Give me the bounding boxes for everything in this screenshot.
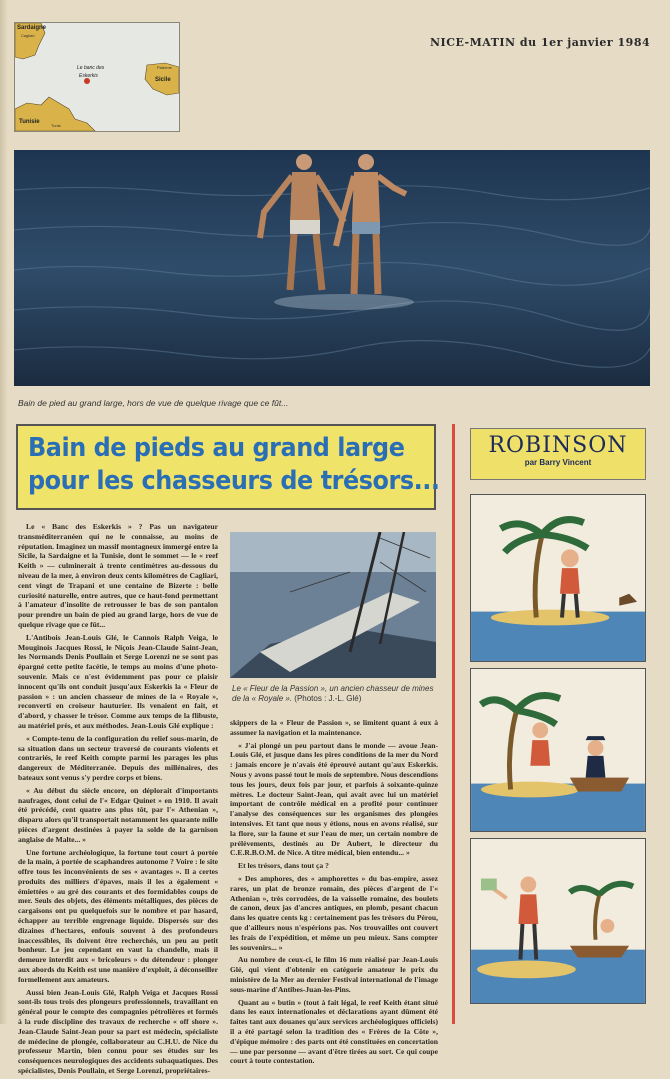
article-paragraph: Aussi bien Jean-Louis Glé, Ralph Veiga et Jacques Rossi sont-ils tous trois des plongeurs professionnels, travaillant en général pour le compte des compagnies pétrolières et formés à la rude discipline des travaux de recherche « off shore ». Jean-Claude Saint-Jean pour sa part est médecin, spécialiste de médecine de plongée, collaborateur au C.H.U. de Nice du professeur Martin, bien connu pour ses études sur les conséquences neurologiques des accidents subaquatiques. Des spécialistes, Denis Poullain, et Serge Lorenzi, propriétaires- bbox=[18, 987, 218, 1076]
headline-box bbox=[16, 424, 440, 510]
photo-caption: Bain de pied au grand large, hors de vue de quelque rivage que ce fût... bbox=[18, 398, 289, 408]
comic-panel-1 bbox=[470, 494, 646, 662]
comic-panel-3 bbox=[470, 838, 646, 1004]
article-paragraph: Une fortune archéologique, la fortune tout court à portée de la main, à portée de scaphandres autonome ? Voire : le site offre tous les inconvénients de ses « avantages ». Il a certes produits des milliers d'épaves, mais il les a également « émiettées » au gré des courants et des formidables coups de mer. Seuls des objets, des éléments métalliques, des pièces de cargaisons ont pu quelquefois sur le nombre et par hasard, échapper au terrible engrenage liquide. Dispersés sur des dizaines d'hectares, enfouis souvent à des profondeurs inaccessibles, ils doivent être recherchés, un peu au petit bonheur. Le jeu cependant en vaut la chandelle, mais il demeure interdit aux « bricoleurs » du détendeur : plonger aux abords du Keith est une manière d'exploit, à déconseiller formellement aux amateurs. bbox=[18, 847, 218, 984]
article-paragraph: « Compte-tenu de la configuration du relief sous-marin, de sa situation dans un secteur traversé de courants violents et contrariés, le reef Keith compte parmi les parages les plus dangereux de Méditerranée. Depuis des millénaires, des bateaux sont venus s'y perdre corps et biens. bbox=[18, 733, 218, 782]
map-label-banc: Le banc des bbox=[77, 65, 105, 71]
comic-header bbox=[470, 428, 646, 480]
comic-panel-2-drawing bbox=[471, 669, 645, 831]
article-paragraph: Le « Banc des Eskerkis » ? Pas un navigateur transméditerranéen qui ne le connaisse, au moins de réputation. Imaginez un massif montagneux immergé entre la Sicile, la Sardaigne et la Tunisie, dont le sommet — le « reef Keith » — culminerait à trente centimètres au-dessous du niveau de la mer, à environ deux cents kilomètres de Cagliari, cent vingt de Trapani et une centaine de Bizerte : belle curiosité naturelle, entre autres, que ce haut-fond permettant à l'amateur d'insolite de retrousser le bas de son pantalon pour prendre un bain de pied au grand large, hors de vue de quelque rivage que ce fût... bbox=[18, 522, 218, 629]
main-photo bbox=[14, 150, 650, 386]
headline-line-2: pour les chasseurs de trésors... bbox=[28, 466, 440, 496]
comic-title: ROBINSON bbox=[488, 433, 628, 458]
map-graphic bbox=[15, 23, 179, 131]
article-paragraph: « Au début du siècle encore, on déplorait d'importants naufrages, dont celui de l'« Edgar Quinet » en 1910. Il avait été précédé, cent quatre ans plus tôt, par l'« Athenian », disparu alors qu'il transportait notamment les quarante mille pièces d'argent destinées à payer la solde de la garnison anglaise de Malte... » bbox=[18, 785, 218, 844]
comic-panel-3-drawing bbox=[471, 839, 645, 1003]
map-label-sardaigne: Sardaigne bbox=[17, 25, 47, 31]
map-label-palerme: Palerme bbox=[157, 65, 172, 70]
sea-photo-graphic bbox=[14, 150, 650, 386]
column-rule bbox=[452, 424, 455, 1024]
map-label-tunis: Tunis bbox=[51, 123, 61, 128]
map-label-cagliari: Cagliari bbox=[21, 33, 35, 38]
location-map bbox=[14, 22, 180, 132]
comic-panel-1-drawing bbox=[471, 495, 645, 661]
map-label-sicile: Sicile bbox=[155, 77, 171, 83]
article-column-1 bbox=[18, 522, 218, 1079]
comic-panel-2 bbox=[470, 668, 646, 832]
headline-line-1: Bain de pieds au grand large bbox=[28, 433, 405, 463]
boat-photo bbox=[230, 532, 436, 678]
boat-photo-graphic bbox=[230, 532, 436, 678]
article-paragraph: Au nombre de ceux-ci, le film 16 mm réalisé par Jean-Louis Glé, qui vient d'obtenir en catégorie amateur le prix du ministère de la Mer au dernier Festival international de l'image sous-marine d'Antibes-Juan-les-Pins. bbox=[230, 955, 438, 994]
article-paragraph: skippers de la « Fleur de Passion », se limitent quant à eux à assumer la navigation et la maintenance. bbox=[230, 718, 438, 737]
article-paragraph: « J'ai plongé un peu partout dans le monde — avoue Jean-Louis Glé, et jusque dans les pires conditions de la mer du Nord : jamais encore je n'avais été éprouvé autant qu'aux Eskerkis. Nous y avons passé tout le mois de septembre. Nous descendions tous les jours, deux fois par jour, et parfois à soixante-quinze mètres. Le docteur Saint-Jean, qui avait avec lui un matériel important de contrôle médical en a profité pour continuer l'analyse des conséquences sur les organismes des plongées intensives. Et tant que nous y étions, nous en avons réalisé, sur la flore, sur la faune et sur l'eau de mer, un certain nombre de prélèvements, destinés au Dr Aubert, le directeur du C.E.R.B.O.M. de Nice. A titre médical, bien entendu... » bbox=[230, 740, 438, 858]
article-paragraph: « Des amphores, des « amphorettes » du bas-empire, assez rares, un plat de bronze romain, des pièces d'argent de l'« Athenian », très corrodées, de la vaisselle romaine, des boulets de canon, deux jas d'ancres antiques, en plomb, pesant chacun dans les quatre cents kg : certainement pas les trésors du Pérou, que d'ailleurs nous n'espérions pas. Nos trouvailles ont couvert les frais de l'expédition, et même un peu mieux. Sans compter les souvenirs... » bbox=[230, 873, 438, 952]
scan-edge bbox=[0, 0, 8, 1024]
article-paragraph: Et les trésors, dans tout ça ? bbox=[238, 861, 329, 871]
boat-caption-text: Le « Fleur de la Passion », un ancien chasseur de mines de la « Royale ». bbox=[232, 684, 434, 703]
article-column-2 bbox=[230, 718, 438, 1069]
photo-credit: (Photos : J.-L. Glé) bbox=[294, 694, 362, 703]
article-paragraph: Quant au « butin » (tout à fait légal, le reef Keith étant situé dans les eaux internationales et déclarations ayant dûment été faites tant aux douanes qu'aux services archéologiques officiels) il a été partagé selon la tradition des « Frères de la Côte », d'épique mémoire : des parts ont été constituées en concertation — une par personne — avant d'être tirées au sort. Ce qui coupe court à toute contestation. bbox=[230, 997, 438, 1066]
boat-caption bbox=[232, 684, 438, 704]
article-paragraph: L'Antibois Jean-Louis Glé, le Cannois Ralph Veiga, le Mouginois Jacques Rossi, le Niçois Jean-Claude Saint-Jean, les Normands Denis Poullain et Serge Lorenzi ne se sont pas épargné cette petite facétie, le temps au moins d'une photo-souvenir. Mais ce n'est évidemment pas pour ce plaisir innocent qu'ils ont conduit jusqu'aux Eskerkis la « Fleur de passion » : un ancien chasseur de mines de la « Royale », reconverti en croiseur hauturier. Ils venaient en fait, et d'abord, y chasser le trésor. Comme aux temps de la flibuste, au matériel près, et aux méthodes. Jean-Louis Glé explique : bbox=[18, 632, 218, 730]
dateline: NICE-MATIN du 1er janvier 1984 bbox=[430, 36, 651, 49]
map-label-eskerkis: Eskerkis bbox=[79, 73, 98, 79]
map-label-tunisie: Tunisie bbox=[19, 119, 40, 125]
comic-byline: par Barry Vincent bbox=[524, 458, 592, 467]
